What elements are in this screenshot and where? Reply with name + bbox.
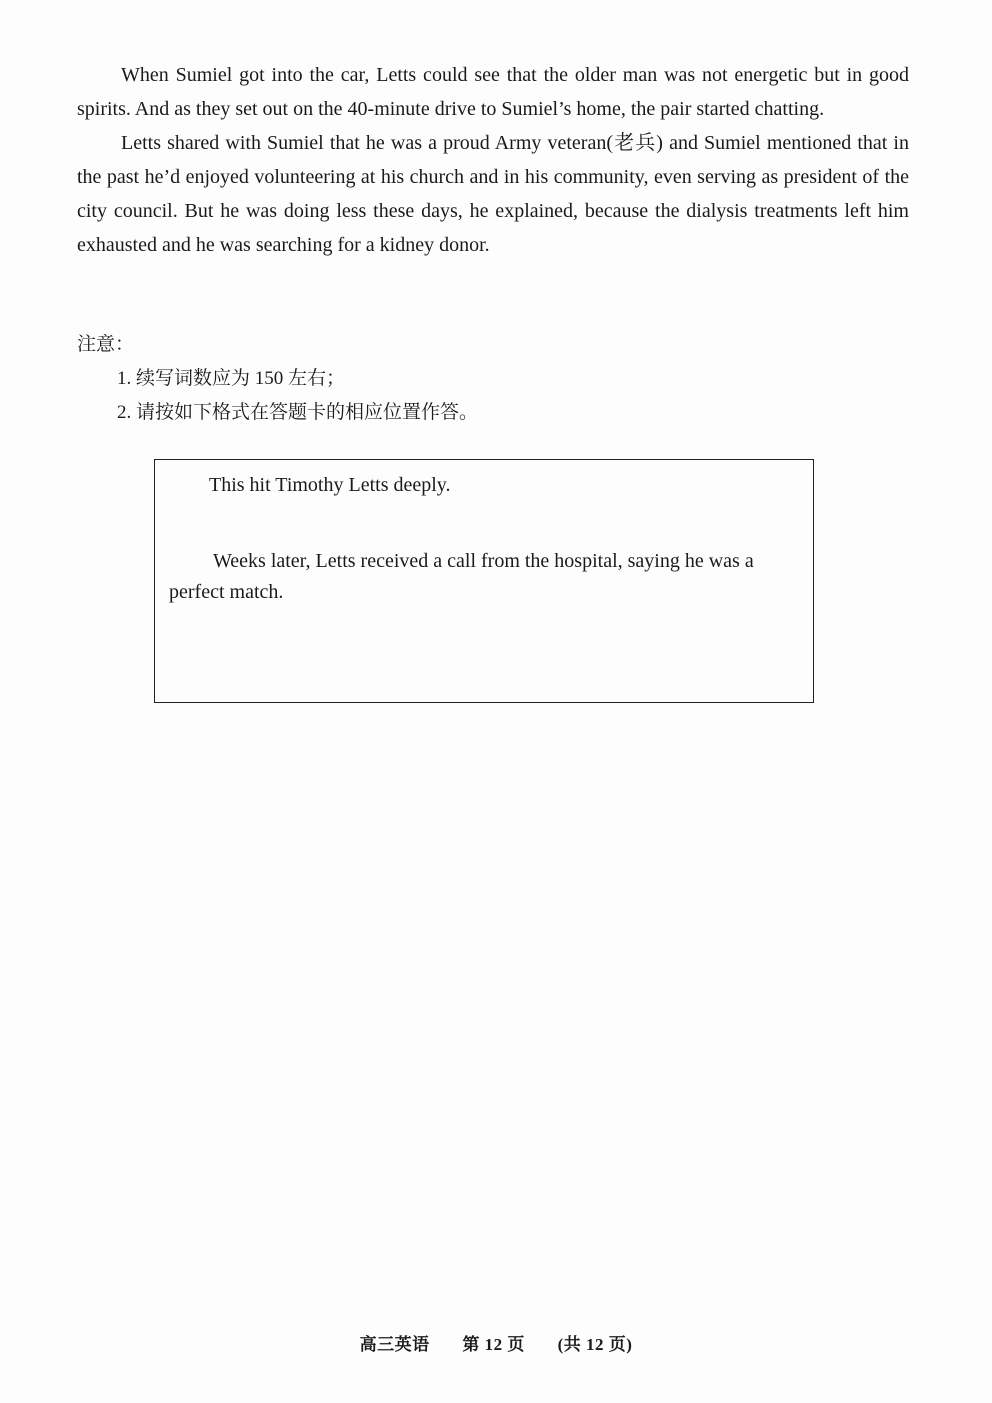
opening-sentence-1: This hit Timothy Letts deeply. (209, 474, 451, 496)
notes-item: 1. 续写词数应为 150 左右； (117, 368, 346, 389)
passage-paragraph: When Sumiel got into the car, Letts could see that the older man was not energetic but in good spirits. And as they set out on the 40-minute drive to Sumiel’s home, the pair started chatting. (77, 64, 909, 120)
answer-format-box (154, 459, 814, 703)
instructions-notes (77, 328, 677, 430)
footer-subject: 高三英语 (359, 1335, 430, 1354)
notes-list (77, 362, 677, 430)
footer-page-number: 第 12 页 (462, 1335, 525, 1354)
opening-sentence-2: Weeks later, Letts received a call from the hospital, saying he was a perfect match. (169, 550, 754, 603)
notes-item: 2. 请按如下格式在答题卡的相应位置作答。 (117, 402, 479, 423)
page-footer (0, 1330, 992, 1355)
footer-total-pages: (共 12 页) (557, 1335, 633, 1354)
reading-passage (77, 58, 909, 262)
passage-paragraph: Letts shared with Sumiel that he was a proud Army veteran(老兵) and Sumiel mentioned that in the past he’d enjoyed volunteering at his church and in his community, even serving as president of the city council. But he was doing less these days, he explained, because the dialysis treatments left him exhausted and he was searching for a kidney donor. (77, 132, 909, 256)
notes-title: 注意： (77, 334, 135, 355)
